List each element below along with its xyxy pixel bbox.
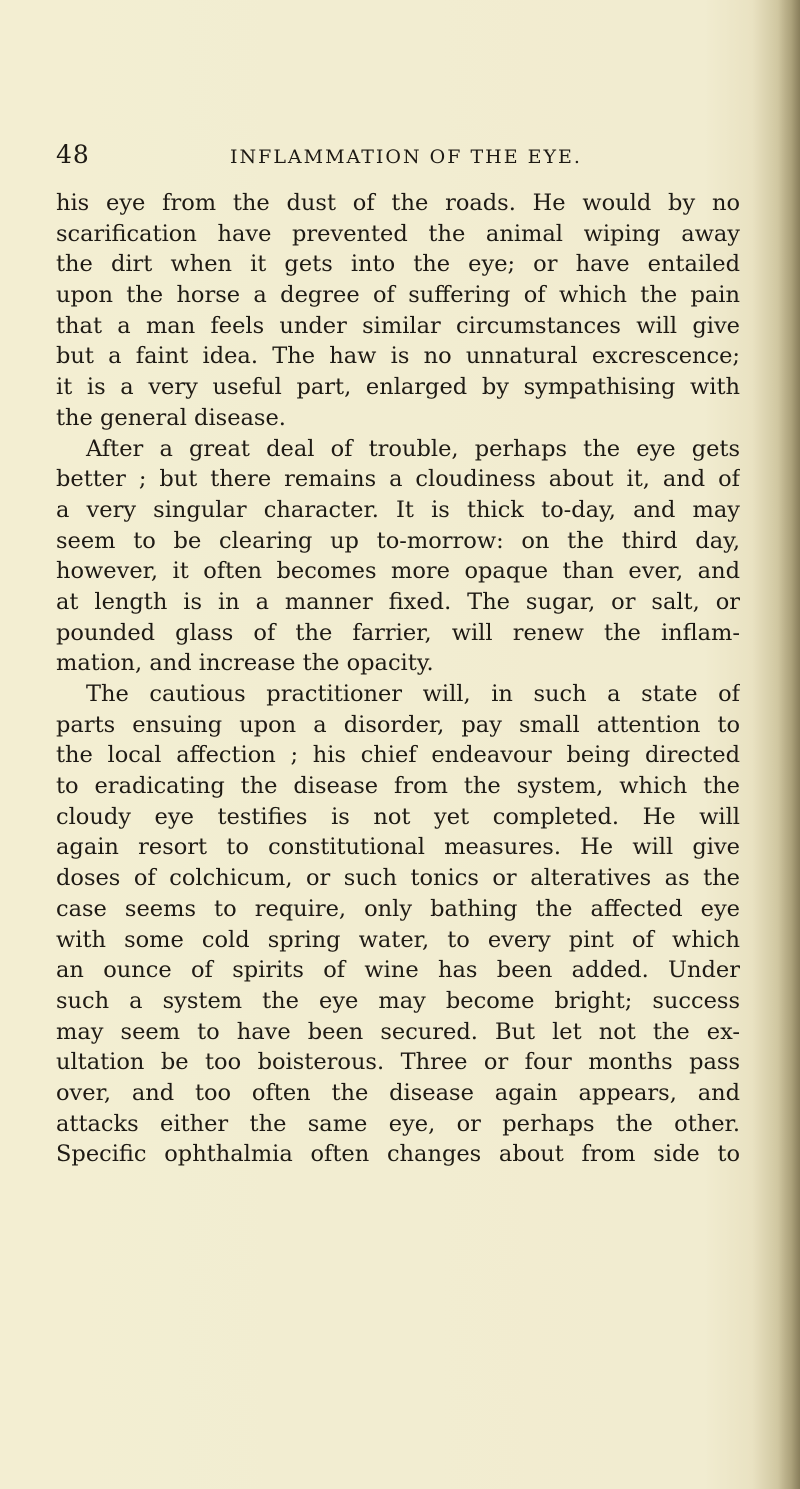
text-line: doses of colchicum, or such tonics or alteratives as the [56, 865, 740, 892]
text-line: however, it often becomes more opaque than ever, and [56, 558, 740, 585]
text-line: his eye from the dust of the roads. He would by no [56, 190, 740, 216]
text-line: with some cold spring water, to every pint of which [56, 926, 740, 953]
text-line: Specific ophthalmia often changes about from side to [56, 1141, 740, 1168]
text-line: The cautious practitioner will, in such a state of [86, 681, 740, 707]
text-line: the dirt when it gets into the eye; or have entailed [56, 251, 740, 278]
text-line: After a great deal of trouble, perhaps the eye gets [86, 435, 740, 462]
text-line: may seem to have been secured. But let not the ex- [56, 1018, 740, 1045]
text-line: the general disease. [56, 404, 286, 431]
text-line: cloudy eye testifies is not yet completed. He will [56, 803, 740, 830]
text-line: an ounce of spirits of wine has been added. Under [56, 957, 740, 984]
text-line: over, and too often the disease again appears, and [56, 1079, 740, 1106]
text-line: again resort to constitutional measures. He will give [56, 834, 740, 861]
page-header [56, 140, 756, 174]
text-line: upon the horse a degree of suffering of which the pain [56, 282, 740, 309]
text-line: mation, and increase the opacity. [56, 650, 434, 677]
text-line: the local affection ; his chief endeavour being directed [56, 742, 740, 769]
text-line: ultation be too boisterous. Three or four months pass [56, 1049, 740, 1076]
text-line: seem to be clearing up to-morrow: on the third day, [56, 527, 740, 554]
running-head: INFLAMMATION OF THE EYE. [230, 146, 582, 168]
text-line: to eradicating the disease from the system, which the [56, 773, 740, 800]
text-line: at length is in a manner fixed. The sugar, or salt, or [56, 588, 740, 615]
text-line: attacks either the same eye, or perhaps the other. [56, 1110, 740, 1137]
text-line: better ; but there remains a cloudiness about it, and of [56, 466, 740, 493]
text-line: that a man feels under similar circumstances will give [56, 312, 740, 339]
text-line: such a system the eye may become bright; success [56, 987, 740, 1014]
text-line: parts ensuing upon a disorder, pay small attention to [56, 711, 740, 738]
text-line: case seems to require, only bathing the affected eye [56, 895, 740, 922]
text-line: pounded glass of the farrier, will renew the inflam- [56, 619, 740, 646]
body-text [56, 188, 740, 1170]
text-line: a very singular character. It is thick to-day, and may [56, 496, 740, 523]
text-line: scarification have prevented the animal wiping away [56, 220, 740, 247]
page-edge-shadow [778, 0, 800, 1489]
page-number: 48 [56, 140, 90, 169]
text-line: it is a very useful part, enlarged by sympathising with [56, 374, 740, 401]
text-line: but a faint idea. The haw is no unnatural excrescence; [56, 343, 740, 370]
